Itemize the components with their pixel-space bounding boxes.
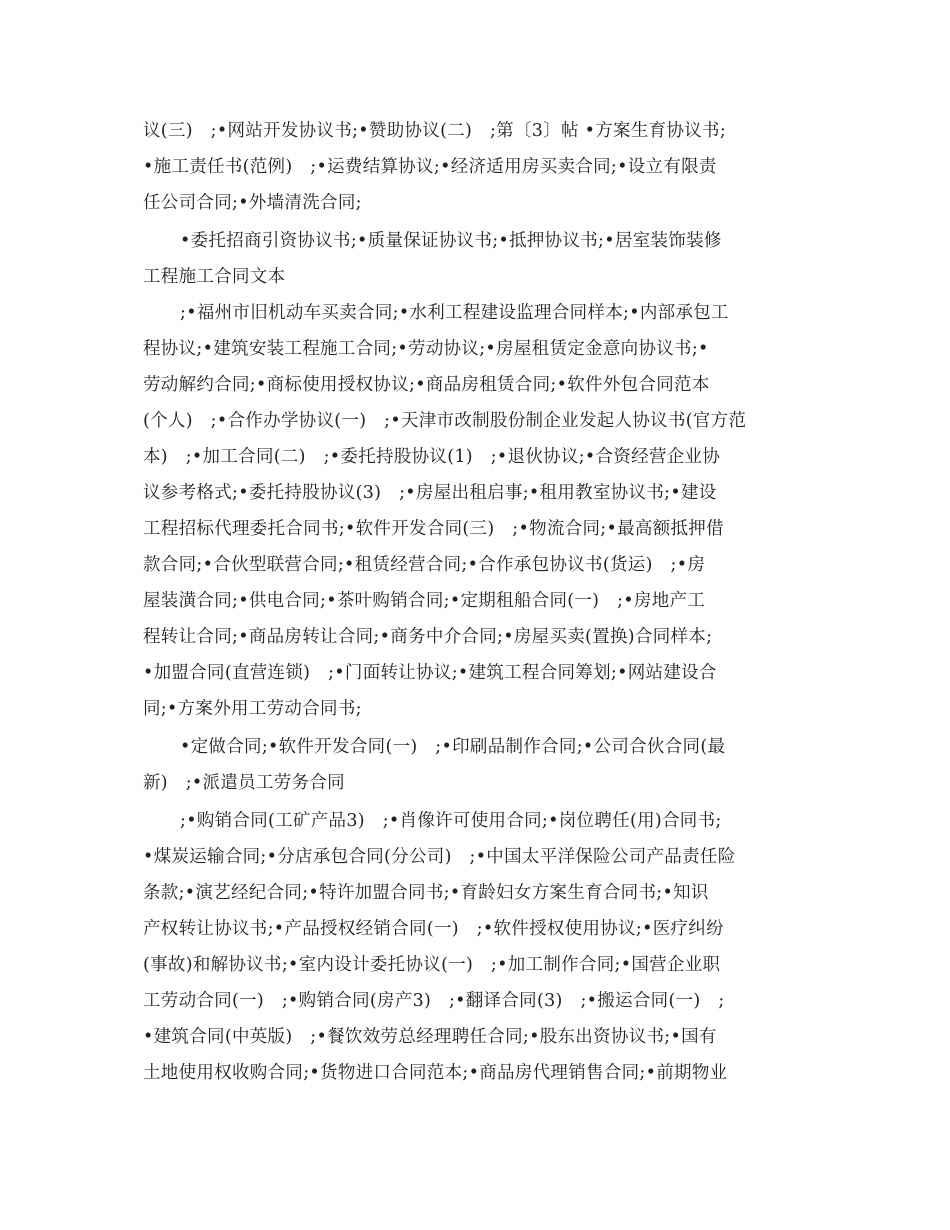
text-line: 程协议;•建筑安装工程施工合同;•劳动协议;•房屋租赁定金意向协议书;•	[143, 339, 709, 359]
text-line: 议参考格式;•委托持股协议(3) ;•房屋出租启事;•租用教室协议书;•建设	[143, 483, 717, 503]
text-line: 工程施工合同文本	[143, 267, 286, 287]
text-line: •煤炭运输合同;•分店承包合同(分公司) ;•中国太平洋保险公司产品责任险	[143, 847, 736, 867]
text-line: 土地使用权收购合同;•货物进口合同范本;•商品房代理销售合同;•前期物业	[143, 1063, 728, 1083]
text-line: 工劳动合同(一) ;•购销合同(房产3) ;•翻译合同(3) ;•搬运合同(一) ;	[143, 991, 725, 1011]
text-line: 条款;•演艺经纪合同;•特许加盟合同书;•育龄妇女方案生育合同书;•知识	[143, 883, 709, 903]
text-line: •定做合同;•软件开发合同(一) ;•印刷品制作合同;•公司合伙合同(最	[180, 737, 726, 757]
text-line: 同;•方案外用工劳动合同书;	[143, 699, 362, 719]
text-line: 任公司合同;•外墙清洗合同;	[143, 193, 362, 213]
text-line: (个人) ;•合作办学协议(一) ;•天津市改制股份制企业发起人协议书(官方范	[143, 411, 747, 431]
text-line: 议(三) ;•网站开发协议书;•赞助协议(二) ;第〔3〕帖 •方案生育协议书;	[143, 121, 727, 141]
text-line: 新) ;•派遣员工劳务合同	[143, 773, 345, 793]
text-line: ;•福州市旧机动车买卖合同;•水利工程建设监理合同样本;•内部承包工	[180, 303, 729, 323]
text-line: 本) ;•加工合同(二) ;•委托持股协议(1) ;•退伙协议;•合资经营企业协	[143, 447, 721, 467]
text-line: (事故)和解协议书;•室内设计委托协议(一) ;•加工制作合同;•国营企业职	[143, 955, 721, 975]
text-line: 屋装潢合同;•供电合同;•茶叶购销合同;•定期租船合同(一) ;•房地产工	[143, 591, 706, 611]
text-line: •建筑合同(中英版) ;•餐饮效劳总经理聘任合同;•股东出资协议书;•国有	[143, 1027, 717, 1047]
text-line: 产权转让协议书;•产品授权经销合同(一) ;•软件授权使用协议;•医疗纠纷	[143, 919, 724, 939]
text-line: ;•购销合同(工矿产品3) ;•肖像许可使用合同;•岗位聘任(用)合同书;	[180, 811, 722, 831]
text-line: •委托招商引资协议书;•质量保证协议书;•抵押协议书;•居室装饰装修	[180, 231, 722, 251]
text-line: •施工责任书(范例) ;•运费结算协议;•经济适用房买卖合同;•设立有限责	[143, 157, 717, 177]
text-line: •加盟合同(直营连锁) ;•门面转让协议;•建筑工程合同筹划;•网站建设合	[143, 663, 717, 683]
text-line: 款合同;•合伙型联营合同;•租赁经营合同;•合作承包协议书(货运) ;•房	[143, 555, 706, 575]
text-line: 劳动解约合同;•商标使用授权协议;•商品房租赁合同;•软件外包合同范本	[143, 375, 710, 395]
text-line: 工程招标代理委托合同书;•软件开发合同(三) ;•物流合同;•最高额抵押借	[143, 519, 724, 539]
text-line: 程转让合同;•商品房转让合同;•商务中介合同;•房屋买卖(置换)合同样本;	[143, 627, 713, 647]
